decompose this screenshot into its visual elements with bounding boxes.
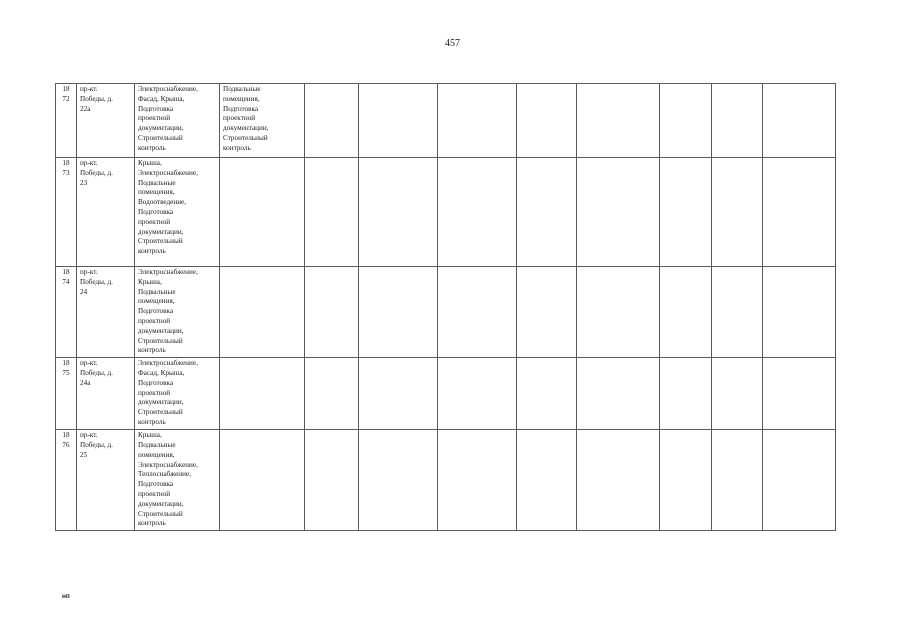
- empty-cell: [359, 158, 438, 267]
- row-number-cell: 18 72: [56, 84, 77, 158]
- empty-cell: [577, 267, 660, 358]
- works-cell: Электроснабжение, Крыша, Подвальные помещения, Подготовка проектной документации, Строительный контроль: [135, 267, 220, 358]
- empty-cell: [438, 267, 517, 358]
- works-cell: Крыша, Электроснабжение, Подвальные помещения, Водоотведение, Подготовка проектной документации, Строительный контроль: [135, 158, 220, 267]
- empty-cell: [359, 430, 438, 531]
- table-row: [56, 358, 836, 430]
- works-table: [55, 83, 836, 531]
- empty-cell: [517, 158, 577, 267]
- row-number-cell: 18 74: [56, 267, 77, 358]
- empty-cell: [220, 158, 305, 267]
- empty-cell: [577, 430, 660, 531]
- empty-cell: [763, 430, 836, 531]
- empty-cell: [577, 158, 660, 267]
- empty-cell: [305, 358, 359, 430]
- empty-cell: [763, 267, 836, 358]
- empty-cell: [220, 358, 305, 430]
- empty-cell: [517, 267, 577, 358]
- address-cell: пр-кт. Победы, д. 24: [77, 267, 135, 358]
- empty-cell: [660, 430, 712, 531]
- empty-cell: [712, 158, 763, 267]
- empty-cell: [359, 84, 438, 158]
- empty-cell: [660, 84, 712, 158]
- footer-mark: нп: [62, 593, 70, 600]
- table-row: [56, 84, 836, 158]
- empty-cell: [305, 430, 359, 531]
- extra-works-cell: Подвальные помещения, Подготовка проектной документации, Строительный контроль: [220, 84, 305, 158]
- table-row: [56, 158, 836, 267]
- row-number-cell: 18 73: [56, 158, 77, 267]
- empty-cell: [438, 358, 517, 430]
- works-cell: Электроснабжение, Фасад, Крыша, Подготовка проектной документации, Строительный контроль: [135, 358, 220, 430]
- empty-cell: [359, 267, 438, 358]
- row-number-cell: 18 75: [56, 358, 77, 430]
- empty-cell: [763, 158, 836, 267]
- empty-cell: [220, 430, 305, 531]
- empty-cell: [712, 267, 763, 358]
- empty-cell: [712, 430, 763, 531]
- empty-cell: [517, 84, 577, 158]
- address-cell: пр-кт. Победы, д. 25: [77, 430, 135, 531]
- empty-cell: [305, 84, 359, 158]
- empty-cell: [660, 358, 712, 430]
- empty-cell: [712, 84, 763, 158]
- empty-cell: [305, 267, 359, 358]
- empty-cell: [763, 358, 836, 430]
- empty-cell: [577, 84, 660, 158]
- empty-cell: [305, 158, 359, 267]
- address-cell: пр-кт. Победы, д. 22а: [77, 84, 135, 158]
- empty-cell: [438, 84, 517, 158]
- address-cell: пр-кт. Победы, д. 23: [77, 158, 135, 267]
- works-cell: Электроснабжение, Фасад, Крыша, Подготовка проектной документации, Строительный контроль: [135, 84, 220, 158]
- table-row: [56, 267, 836, 358]
- empty-cell: [438, 158, 517, 267]
- empty-cell: [220, 267, 305, 358]
- empty-cell: [359, 358, 438, 430]
- empty-cell: [660, 267, 712, 358]
- empty-cell: [438, 430, 517, 531]
- empty-cell: [763, 84, 836, 158]
- table-row: [56, 430, 836, 531]
- address-cell: пр-кт. Победы, д. 24а: [77, 358, 135, 430]
- works-cell: Крыша, Подвальные помещения, Электроснабжение, Теплоснабжение, Подготовка проектной документации, Строительный контроль: [135, 430, 220, 531]
- empty-cell: [660, 158, 712, 267]
- empty-cell: [712, 358, 763, 430]
- empty-cell: [517, 358, 577, 430]
- page-number: 457: [445, 38, 460, 49]
- empty-cell: [577, 358, 660, 430]
- row-number-cell: 18 76: [56, 430, 77, 531]
- empty-cell: [517, 430, 577, 531]
